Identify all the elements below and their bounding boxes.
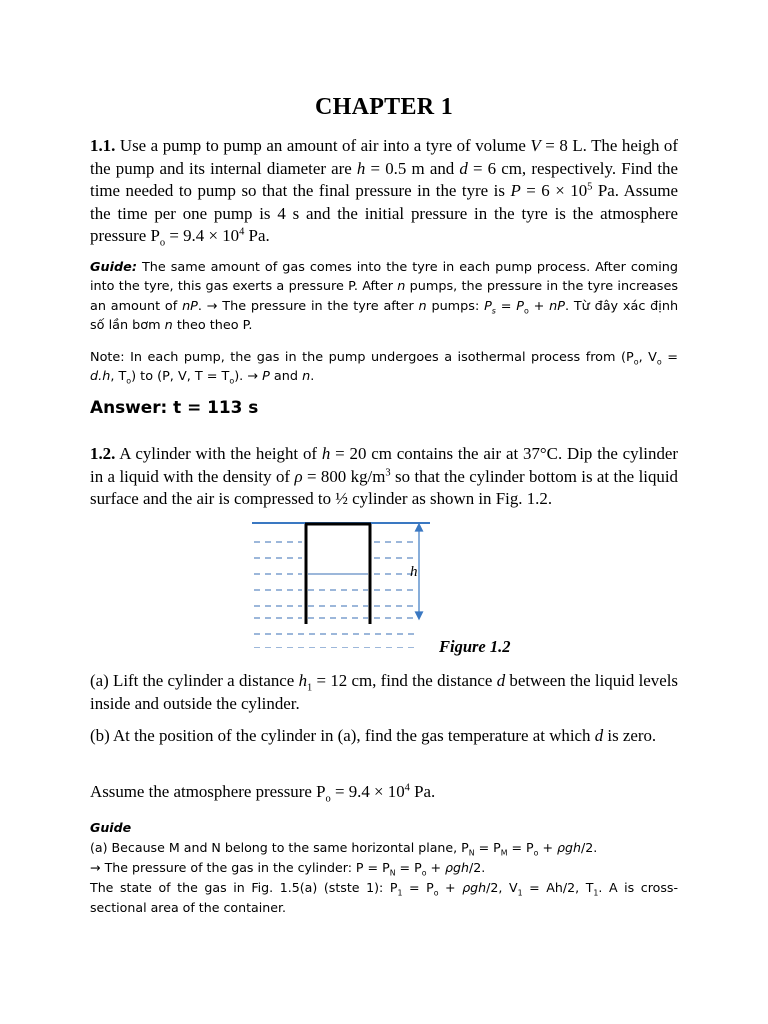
text: ).: [234, 369, 248, 385]
var-po: P: [516, 298, 524, 314]
subscript: 1: [307, 682, 313, 694]
subscript: o: [159, 237, 166, 249]
var-h: h: [321, 444, 331, 463]
text: is zero.: [603, 726, 657, 745]
text: = 800 kg/m: [302, 466, 386, 486]
var-np: nP: [549, 298, 565, 314]
text: = 6 cm, respectively. Find the time needed to pump so that the final pressure in the tyre is: [90, 158, 678, 201]
var-np: nP: [182, 298, 198, 314]
text: .: [310, 369, 315, 385]
var-n: n: [302, 369, 311, 385]
guide-label: Guide: [90, 820, 132, 835]
subscript: o: [126, 376, 132, 386]
var-n: n: [397, 279, 406, 295]
guide-line-2: → The pressure of the gas in the cylinder: $P = P_N = P_o + \rho gh/2$.: [90, 860, 486, 878]
problem-number: 1.2.: [90, 444, 116, 463]
var-p: P: [510, 181, 521, 201]
text: so that the cylinder bottom is at the liquid surface and the air is compressed to ½ cylinder as shown in Fig. 1.2.: [90, 466, 678, 509]
text: = 12 cm, find the distance: [312, 671, 497, 690]
text: between the liquid levels inside and outside the cylinder.: [90, 671, 678, 713]
text: Note: In each pump, the gas in the pump undergoes a isothermal process from (P: [90, 350, 634, 365]
exponent: 4: [239, 226, 245, 238]
subscript: s: [491, 306, 496, 316]
var-dh: d.h: [90, 369, 111, 385]
problem-1-2: [90, 443, 678, 511]
text: and: [269, 369, 303, 385]
guide-line-1: (a) Because M and N belong to the same horizontal plane, $P_N = P_M = P_o + \rho gh/2$.: [90, 840, 598, 858]
text: . Từ đây xác định số lần bơm: [90, 298, 679, 334]
exponent: 5: [587, 181, 593, 193]
arrow-icon: →: [90, 860, 101, 875]
part-a: [90, 670, 678, 715]
guide-line-3: The state of the gas in Fig. 1.5(a) (stste 1): $P_1 = P_o + \rho gh/2$, $V_1 = Ah/2$, $T_1$. A is cross-sectional area of the container.: [90, 880, 678, 915]
var-d: d: [496, 671, 506, 690]
figure-caption: Figure 1.2: [439, 637, 511, 656]
answer-1-1: Answer: t = 113 s: [90, 397, 259, 417]
guide-1-1: [90, 258, 678, 336]
text: = 6 × 10: [520, 181, 588, 201]
text: Pa.: [409, 782, 436, 801]
text: = 8 L. The heigh of the pump and its internal diameter are: [90, 136, 678, 178]
text: = 9.4 × 10: [165, 226, 240, 246]
chapter-title: CHAPTER 1: [314, 94, 454, 120]
text: Assume the atmosphere pressure P: [90, 782, 326, 801]
guide-1-2: [90, 818, 678, 918]
problem-1-1: [90, 135, 678, 248]
part-b: [90, 725, 678, 748]
subscript: o: [633, 357, 639, 367]
figure-1-2: [250, 518, 430, 648]
exponent: 3: [385, 466, 391, 478]
var-v: V: [530, 136, 541, 155]
h-label: h: [410, 564, 418, 580]
text: =: [495, 298, 517, 314]
text: Pa.: [244, 226, 270, 246]
text: = 20 cm contains the air at 37°C. Dip the cylinder in a liquid with the density of: [90, 444, 679, 486]
subscript: o: [523, 306, 529, 316]
var-ps: P: [484, 298, 492, 314]
text: +: [528, 298, 550, 314]
var-rho: ρ: [294, 466, 303, 486]
text: =: [661, 350, 678, 365]
var-p: P: [262, 369, 270, 385]
guide-label: Guide:: [90, 260, 137, 275]
text: , V: [638, 350, 657, 365]
var-h: h: [298, 671, 308, 690]
problem-number: 1.1.: [90, 136, 116, 155]
var-h: h: [356, 158, 366, 178]
text: Pa. Assume the time per one pump is 4 s and the initial pressure in the tyre is the atmosphere pressure P: [90, 181, 678, 246]
text: The same amount of gas comes into the tyre in each pump process. After coming into the tyre, this gas exerts a pressure P. After: [90, 260, 678, 295]
note-1-1: [90, 348, 678, 387]
var-d: d: [594, 726, 604, 745]
text: pumps:: [426, 298, 485, 314]
arrow-icon: →: [206, 298, 218, 314]
text: = 9.4 × 10: [330, 782, 405, 801]
arrow-head-down: [416, 612, 423, 619]
subscript: o: [656, 357, 662, 367]
text: ) to (P, V, T = T: [131, 369, 230, 385]
atmosphere-pressure: [90, 781, 678, 804]
text: Use a pump to pump an amount of air into a tyre of volume: [115, 136, 531, 155]
text: pumps, the pressure in the tyre increases an amount of: [90, 279, 678, 314]
var-n: n: [418, 298, 427, 314]
text: The pressure in the tyre after: [217, 298, 419, 314]
text: , T: [110, 369, 127, 385]
arrow-icon: →: [247, 369, 259, 385]
text: (a) Lift the cylinder a distance: [90, 671, 299, 690]
liquid-dashes: [254, 542, 414, 648]
text: (b) At the position of the cylinder in (a), find the gas temperature at which: [90, 726, 595, 745]
var-d: d: [459, 158, 468, 178]
var-n: n: [164, 318, 173, 334]
text: A cylinder with the height of: [115, 444, 322, 463]
subscript: o: [325, 793, 331, 805]
exponent: 4: [404, 782, 410, 794]
text: .: [197, 298, 207, 314]
text: theo theo P.: [172, 318, 253, 334]
arrow-head-up: [416, 524, 423, 531]
text: = 0.5 m and: [365, 158, 460, 178]
subscript: o: [229, 376, 235, 386]
